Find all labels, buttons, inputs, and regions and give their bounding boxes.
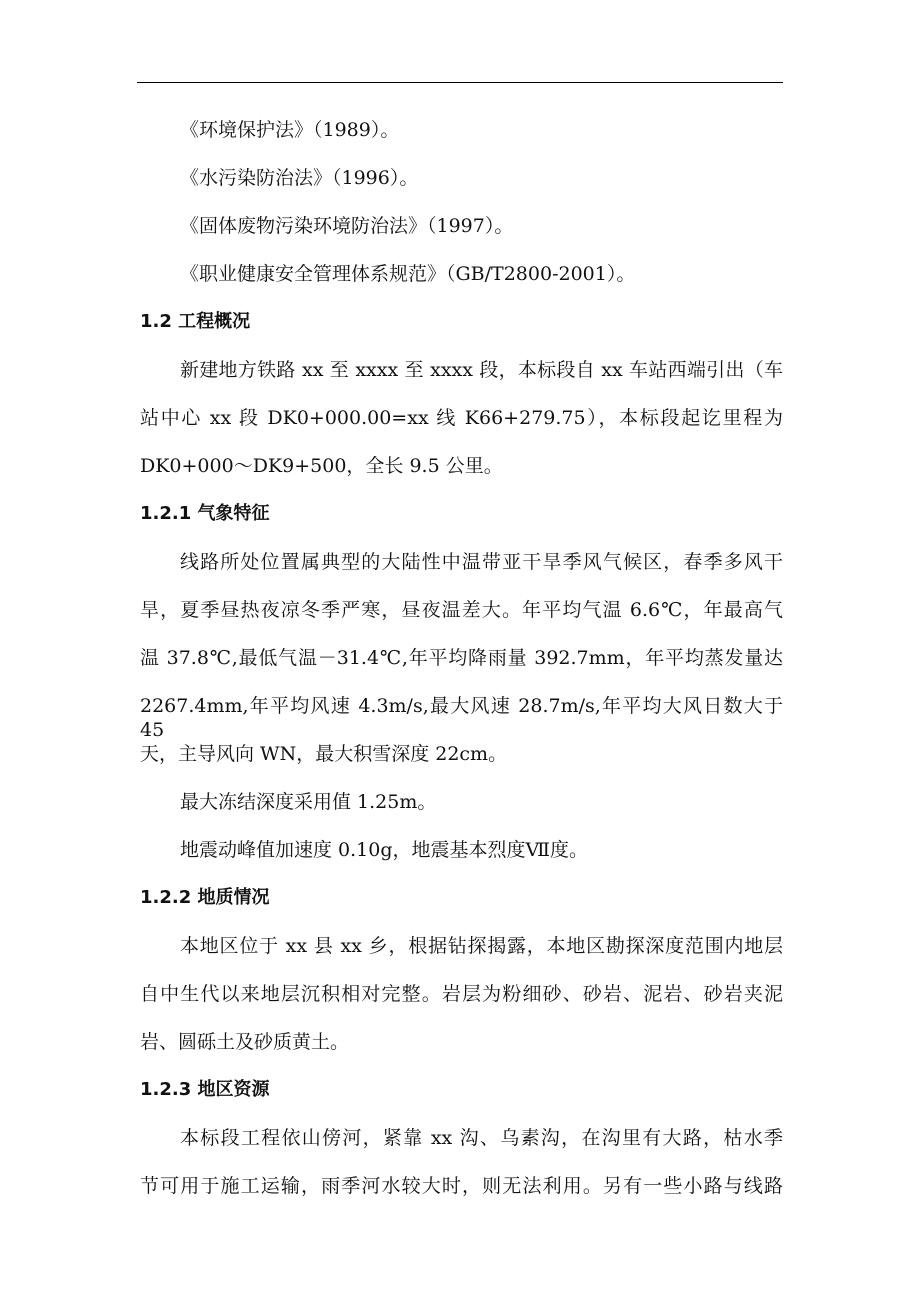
paragraph-line: 自中生代以来地层沉积相对完整。岩层为粉细砂、砂岩、泥岩、砂岩夹泥 bbox=[140, 983, 783, 1005]
section-heading-1-2-2: 1.2.2 地质情况 bbox=[140, 887, 270, 908]
paragraph-line: 地震动峰值加速度 0.10g，地震基本烈度Ⅶ度。 bbox=[180, 839, 589, 861]
paragraph-line: 温 37.8℃,最低气温－31.4℃,年平均降雨量 392.7mm，年平均蒸发量达 bbox=[140, 647, 783, 669]
law-item: 《环境保护法》（1989）。 bbox=[180, 119, 400, 141]
paragraph-line: 线路所处位置属典型的大陆性中温带亚干旱季风气候区，春季多风干 bbox=[180, 551, 783, 573]
paragraph-line: 节可用于施工运输，雨季河水较大时，则无法利用。另有一些小路与线路 bbox=[140, 1175, 783, 1197]
paragraph-line: 最大冻结深度采用值 1.25m。 bbox=[180, 791, 437, 813]
paragraph-line: 新建地方铁路 xx 至 xxxx 至 xxxx 段，本标段自 xx 车站西端引出（车 bbox=[180, 359, 783, 381]
section-heading-1-2: 1.2 工程概况 bbox=[140, 311, 251, 332]
section-heading-1-2-1: 1.2.1 气象特征 bbox=[140, 503, 270, 524]
document-body bbox=[140, 118, 783, 1222]
paragraph-line: 本地区位于 xx 县 xx 乡，根据钻探揭露，本地区勘探深度范围内地层 bbox=[180, 935, 783, 957]
law-item: 《水污染防治法》（1996）。 bbox=[180, 167, 419, 189]
law-item: 《职业健康安全管理体系规范》（GB/T2800-2001）。 bbox=[180, 263, 636, 285]
paragraph-line: 本标段工程依山傍河，紧靠 xx 沟、乌素沟，在沟里有大路，枯水季 bbox=[180, 1127, 783, 1149]
paragraph-line: DK0+000～DK9+500，全长 9.5 公里。 bbox=[140, 455, 503, 477]
paragraph-line: 旱，夏季昼热夜凉冬季严寒，昼夜温差大。年平均气温 6.6℃，年最高气 bbox=[140, 599, 783, 621]
paragraph-line: 2267.4mm,年平均风速 4.3m/s,最大风速 28.7m/s,年平均大风日数大于 45 bbox=[140, 695, 783, 741]
paragraph-line: 岩、圆砾土及砂质黄土。 bbox=[140, 1031, 350, 1053]
section-heading-1-2-3: 1.2.3 地区资源 bbox=[140, 1079, 270, 1100]
paragraph-line: 天，主导风向 WN，最大积雪深度 22cm。 bbox=[140, 743, 508, 765]
header-rule bbox=[137, 82, 783, 83]
law-item: 《固体废物污染环境防治法》（1997）。 bbox=[180, 215, 514, 237]
paragraph-line: 站中心 xx 段 DK0+000.00=xx 线 K66+279.75），本标段起讫里程为 bbox=[140, 407, 783, 429]
